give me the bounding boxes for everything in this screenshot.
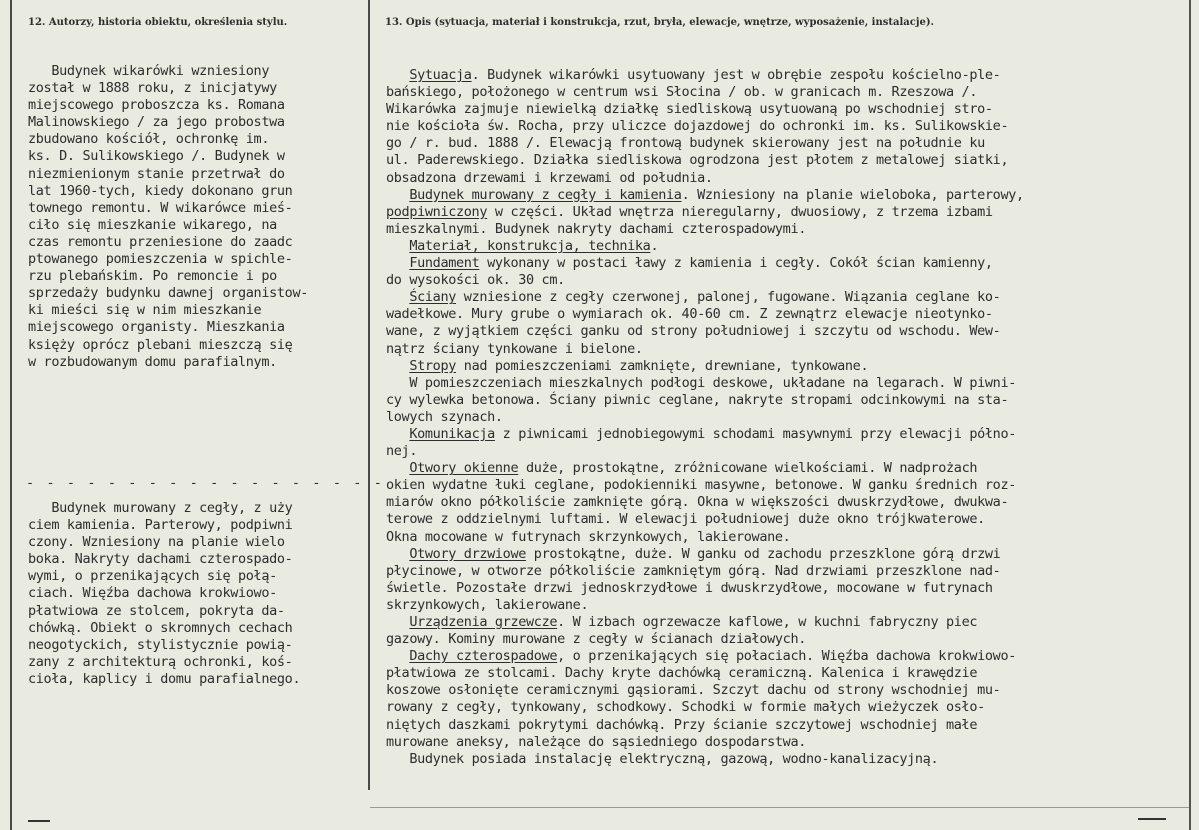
- history-text: [28, 63, 308, 371]
- line-text: . Budynek wikarówki usytuowany jest w obrębie zespołu kościelno-ple-: [471, 67, 1001, 83]
- line-text: cy wylewka betonowa. Ściany piwnic ceglane, nakryte stropami odcinkowymi na sta-: [386, 391, 1009, 408]
- underlined-term: Otwory drzwiowe: [409, 545, 527, 562]
- text-line: zbudowano kościół, ochronkę im.: [28, 131, 270, 148]
- line-text: [386, 546, 409, 562]
- line-text: mieszkalnymi. Budynek nakryty dachami czterospadowymi.: [386, 220, 806, 237]
- line-text: [386, 614, 409, 630]
- corner-mark-left: [28, 820, 50, 822]
- text-line: ptowanego pomieszczenia w spichle-: [28, 251, 293, 268]
- text-line: miejscowego organisty. Mieszkania: [28, 319, 285, 336]
- line-text: Budynek posiada instalację elektryczną, gazową, wodno-kanalizacyjną.: [409, 750, 939, 767]
- line-text: płatwiowa ze stolcami. Dachy kryte dachówką ceramiczną. Kalenica i krawędzie: [386, 665, 978, 682]
- line-text: go / r. bud. 1888 /. Elewacją frontową budynek skierowany jest na południe ku: [386, 135, 985, 152]
- line-text: wadełkowe. Mury grube o wymiarach ok. 40-60 cm. Z zewnątrz elewacje nieotynko-: [386, 306, 993, 323]
- line-text: prostokątne, duże. W ganku od zachodu przeszklone górą drzwi: [526, 545, 1001, 562]
- text-line: lat 1960-tych, kiedy dokonano grun: [28, 182, 293, 199]
- line-text: rowany z cegły, tynkowany, schodkowy. Schodki w formie małych wieżyczek osło-: [386, 699, 985, 716]
- text-line: cioła, kaplicy i domu parafialnego.: [28, 670, 301, 687]
- line-text: do wysokości ok. 30 cm.: [386, 272, 565, 289]
- line-text: .: [650, 237, 659, 254]
- underlined-term: Komunikacja: [409, 425, 495, 442]
- text-line: [386, 580, 1024, 597]
- corner-mark-right: [1138, 818, 1166, 820]
- column-divider: [368, 0, 370, 790]
- underlined-term: Urządzenia grzewcze: [409, 614, 558, 630]
- underlined-term: Stropy: [409, 357, 457, 374]
- line-text: w części. Układ wnętrza nieregularny, dwuosiowy, z trzema izbami: [487, 203, 993, 220]
- text-line: [386, 135, 1024, 152]
- text-line: ciem kamienia. Parterowy, podpiwni: [28, 517, 293, 534]
- text-line: [386, 272, 1024, 289]
- text-line: [386, 631, 1024, 648]
- text-line: w rozbudowanym domu parafialnym.: [28, 353, 277, 370]
- text-line: chówką. Obiekt o skromnych cechach: [28, 619, 293, 636]
- text-line: townego remontu. W wikarówce mieś-: [28, 199, 293, 216]
- text-line: miejscowego proboszcza ks. Romana: [28, 97, 285, 114]
- text-line: Budynek wikarówki wzniesiony: [28, 63, 270, 79]
- line-text: płycinowe, w otworze półkoliście zamkniętym górą. Nad drzwiami przeszklone nad-: [386, 562, 1001, 579]
- text-line: rzu plebańskim. Po remoncie i po: [28, 268, 277, 285]
- section-12-heading: 12. Autorzy, historia obiektu, określenia stylu.: [28, 17, 288, 28]
- text-line: [386, 118, 1024, 135]
- text-line: [386, 170, 1024, 187]
- text-line: [386, 546, 1024, 563]
- line-text: z piwnicami jednobiegowymi schodami masywnymi przy elewacji półno-: [494, 425, 1017, 442]
- line-text: świetle. Pozostałe drzwi jednoskrzydłowe i dwuskrzydłowe, mocowane w futrynach: [386, 579, 993, 596]
- text-line: [386, 84, 1024, 101]
- text-line: [386, 734, 1024, 751]
- text-line: Malinowskiego / za jego probostwa: [28, 114, 285, 131]
- line-text: bańskiego, położonego w centrum wsi Słocina / ob. w granicach m. Rzeszowa /.: [386, 84, 978, 101]
- text-line: [386, 682, 1024, 699]
- line-text: nątrz ściany tynkowane i bielone.: [386, 340, 643, 357]
- bottom-rule: [370, 807, 1189, 808]
- text-line: [386, 187, 1024, 204]
- text-line: [386, 238, 1024, 255]
- line-text: ul. Paderewskiego. Działka siedliskowa ogrodzona jest płotem z metalowej siatki,: [386, 152, 1009, 169]
- text-line: [386, 717, 1024, 734]
- text-line: zany z architekturą ochronki, koś-: [28, 653, 293, 670]
- underlined-term: Dachy czterospadowe: [409, 648, 558, 665]
- line-text: obsadzona drzewami i krzewami od południa.: [386, 169, 713, 186]
- text-line: niezmienionym stanie przetrwał do: [28, 165, 285, 182]
- text-line: [386, 477, 1024, 494]
- text-line: neogotyckich, stylistycznie powią-: [28, 636, 293, 653]
- text-line: [386, 529, 1024, 546]
- line-text: [386, 289, 409, 305]
- text-line: [386, 152, 1024, 169]
- section-13-heading: 13. Opis (sytuacja, materiał i konstrukcja, rzut, bryła, elewacje, wnętrze, wyposażenie, instalacje).: [385, 17, 935, 28]
- text-line: [386, 67, 1024, 84]
- line-text: [386, 375, 409, 391]
- text-line: płatwiowa ze stolcem, pokryta da-: [28, 602, 285, 619]
- text-line: [386, 289, 1024, 306]
- line-text: [386, 358, 409, 374]
- line-text: Wikarówka zajmuje niewielką działkę siedliskową usytuowaną po wschodniej stro-: [386, 101, 993, 118]
- text-line: [386, 409, 1024, 426]
- line-text: nie kościoła św. Rocha, przy uliczce dojazdowej do ochronki im. ks. Sulikowskie-: [386, 118, 1009, 135]
- text-line: [386, 511, 1024, 528]
- line-text: W pomieszczeniach mieszkalnych podłogi deskowe, układane na legarach. W piwni-: [409, 374, 1017, 391]
- text-line: [386, 648, 1024, 665]
- text-line: [386, 221, 1024, 238]
- underlined-term: podpiwniczony: [386, 203, 488, 220]
- text-line: ciło się mieszkanie wikarego, na: [28, 216, 277, 233]
- text-line: [386, 597, 1024, 614]
- line-text: [386, 460, 409, 476]
- text-line: ks. D. Sulikowskiego /. Budynek w: [28, 148, 285, 165]
- line-text: [386, 187, 409, 203]
- line-text: nad pomieszczeniami zamknięte, drewniane, tynkowane.: [456, 357, 869, 374]
- line-text: gazowy. Kominy murowane z cegły w ścianach działowych.: [386, 631, 806, 648]
- text-line: [386, 614, 1024, 631]
- text-line: [386, 665, 1024, 682]
- line-text: [386, 255, 409, 271]
- line-text: okien wydatne łuki ceglane, podokienniki masywne, betonowe. W ganku średnich roz-: [386, 477, 1016, 494]
- line-text: [386, 238, 409, 254]
- text-line: ciach. Więźba dachowa krokwiowo-: [28, 585, 277, 602]
- text-line: [386, 460, 1024, 477]
- line-text: skrzynkowych, lakierowane.: [386, 596, 589, 613]
- description-text: [386, 67, 1024, 768]
- text-line: [386, 255, 1024, 272]
- text-line: sprzedaży budynku dawnej organistow-: [28, 285, 308, 302]
- line-text: duże, prostokątne, zróżnicowane wielkościami. W nadprożach: [518, 460, 978, 477]
- line-text: [386, 426, 409, 442]
- text-line: czas remontu przeniesione do zaadc: [28, 233, 293, 250]
- line-text: nej.: [386, 443, 418, 460]
- line-text: koszowe osłonięte ceramicznymi gąsiorami. Szczyt dachu od strony wschodniej mu-: [386, 682, 1001, 699]
- line-text: , o przenikających się połaciach. Więźba dachowa krokwiowo-: [557, 648, 1017, 665]
- text-line: [386, 375, 1024, 392]
- text-line: [386, 323, 1024, 340]
- text-line: [386, 392, 1024, 409]
- line-text: [386, 648, 409, 664]
- text-line: [386, 341, 1024, 358]
- text-line: [386, 494, 1024, 511]
- text-line: czony. Wzniesiony na planie wielo: [28, 534, 285, 551]
- line-text: miarów okno półkoliście zamknięte górą. Okna w większości dwuskrzydłowe, dwukwa-: [386, 494, 1009, 511]
- line-text: [386, 751, 409, 767]
- line-text: niętych daszkami pokrytymi dachówką. Przy ścianie szczytowej wschodniej małe: [386, 716, 978, 733]
- underlined-term: Ściany: [409, 289, 457, 306]
- text-line: został w 1888 roku, z inicjatywy: [28, 80, 277, 97]
- line-text: . W izbach ogrzewacze kaflowe, w kuchni fabryczny piec: [557, 614, 978, 630]
- underlined-term: Materiał, konstrukcja, technika: [409, 237, 651, 254]
- line-text: murowane aneksy, należące do sąsiedniego dospodarstwa.: [386, 733, 806, 750]
- line-text: wykonany w postaci ławy z kamienia i cegły. Cokół ścian kamienny,: [479, 255, 993, 272]
- text-line: [386, 751, 1024, 768]
- line-text: wane, z wyjątkiem części ganku od strony południowej i szczytu od wschodu. Wew-: [386, 323, 1001, 340]
- line-text: [386, 67, 409, 83]
- line-text: wzniesione z cegły czerwonej, palonej, fugowane. Wiązania ceglane ko-: [456, 289, 1001, 306]
- section-separator: - - - - - - - - - - - - - - - - - -: [26, 475, 384, 491]
- text-line: [386, 101, 1024, 118]
- text-line: [386, 443, 1024, 460]
- text-line: wymi, o przenikających się połą-: [28, 568, 277, 585]
- text-line: księży oprócz plebani mieszczą się: [28, 336, 293, 353]
- left-margin-line: [10, 0, 12, 830]
- text-line: [386, 306, 1024, 323]
- underlined-term: Budynek murowany z cegły i kamienia: [409, 186, 682, 203]
- right-margin-line: [1189, 0, 1191, 830]
- style-text: [28, 500, 300, 688]
- underlined-term: Fundament: [409, 255, 480, 272]
- line-text: terowe z oddzielnymi luftami. W elewacji południowej duże okno trójkwaterowe.: [386, 511, 985, 528]
- text-line: boka. Nakryty dachami czterospado-: [28, 551, 293, 568]
- line-text: Okna mocowane w futrynach skrzynkowych, lakierowane.: [386, 528, 791, 545]
- text-line: [386, 426, 1024, 443]
- text-line: [386, 204, 1024, 221]
- text-line: ki mieści się w nim mieszkanie: [28, 302, 262, 319]
- text-line: Budynek murowany z cegły, z uży: [28, 500, 293, 516]
- line-text: lowych szynach.: [386, 408, 503, 425]
- underlined-term: Sytuacja: [409, 67, 472, 83]
- text-line: [386, 358, 1024, 375]
- text-line: [386, 699, 1024, 716]
- underlined-term: Otwory okienne: [409, 460, 519, 477]
- line-text: . Wzniesiony na planie wieloboka, parterowy,: [681, 186, 1024, 203]
- text-line: [386, 563, 1024, 580]
